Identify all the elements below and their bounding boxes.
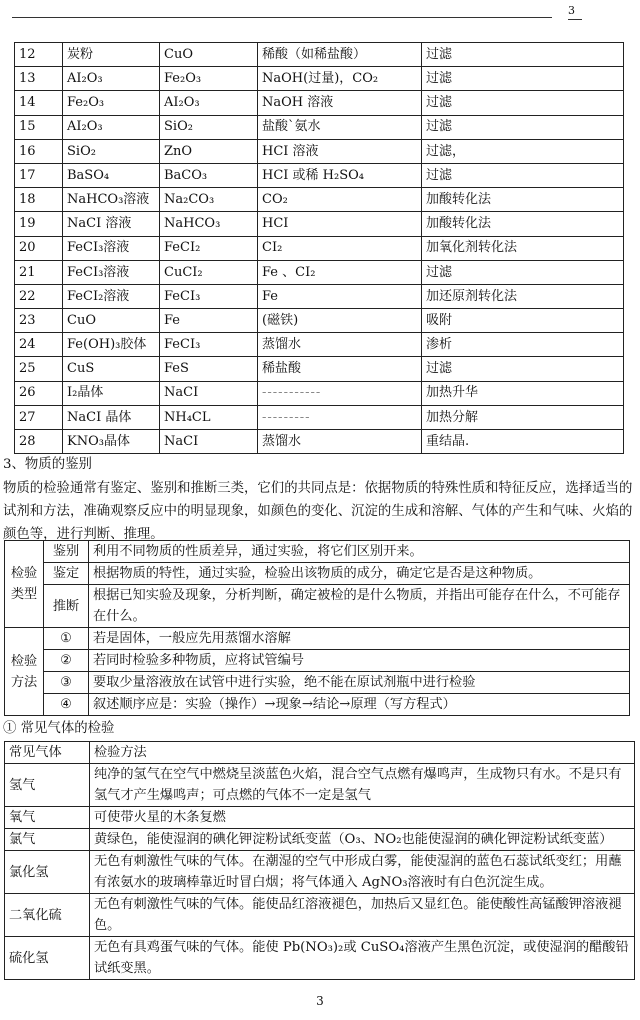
table-row bbox=[15, 188, 624, 212]
table-cell: Fe₂O₃ bbox=[160, 67, 258, 91]
table-cell: Na₂CO₃ bbox=[160, 188, 258, 212]
table-cell: Fe bbox=[258, 284, 422, 308]
table-row bbox=[5, 694, 630, 716]
table-cell: 过滤 bbox=[422, 163, 624, 187]
table-cell: 19 bbox=[15, 212, 63, 236]
table-cell: BaSO₄ bbox=[63, 163, 160, 187]
table-cell: SiO₂ bbox=[63, 139, 160, 163]
table-cell: Fe(OH)₃胶体 bbox=[63, 333, 160, 357]
table-row bbox=[15, 236, 624, 260]
table-row bbox=[5, 650, 630, 672]
table-cell: 加氧化剂转化法 bbox=[422, 236, 624, 260]
table-cell: 18 bbox=[15, 188, 63, 212]
gas-method: 无色有刺激性气味的气体。在潮湿的空气中形成白雾，能使湿润的蓝色石蕊试纸变红；用蘸有浓氨水的玻璃棒靠近时冒白烟；将气体通入 AgNO₃溶液时有白色沉淀生成。 bbox=[90, 851, 635, 894]
table-cell: NH₄CL bbox=[160, 405, 258, 429]
table-row bbox=[5, 563, 630, 585]
table-cell: 12 bbox=[15, 43, 63, 67]
table-cell: NaCI 晶体 bbox=[63, 405, 160, 429]
gas-name: 氯化氢 bbox=[5, 851, 90, 894]
table-cell: 加热分解 bbox=[422, 405, 624, 429]
table-cell: NaCI bbox=[160, 430, 258, 454]
table-cell: 过滤 bbox=[422, 357, 624, 381]
header-tick bbox=[568, 19, 582, 20]
table-cell: --------- bbox=[258, 405, 422, 429]
table-row bbox=[15, 260, 624, 284]
table-cell: 21 bbox=[15, 260, 63, 284]
table-row bbox=[5, 937, 635, 980]
table-cell: ----------- bbox=[258, 381, 422, 405]
table-cell: NaCI 溶液 bbox=[63, 212, 160, 236]
type-desc: 根据已知实验及现象，分析判断，确定被检的是什么物质，并指出可能存在什么，不可能存在什么。 bbox=[89, 585, 630, 628]
table-cell: 16 bbox=[15, 139, 63, 163]
gas-heading: ① 常见气体的检验 bbox=[3, 721, 115, 736]
table-cell: CuS bbox=[63, 357, 160, 381]
table-cell: 过滤， bbox=[422, 139, 624, 163]
method-desc: 要取少量溶液放在试管中进行实验，绝不能在原试剂瓶中进行检验 bbox=[89, 672, 630, 694]
separation-table bbox=[14, 42, 624, 454]
gas-name: 氢气 bbox=[5, 764, 90, 807]
method-mark: ④ bbox=[44, 694, 89, 716]
table-cell: FeCI₃ bbox=[160, 333, 258, 357]
table-cell: CuCI₂ bbox=[160, 260, 258, 284]
table-row bbox=[5, 541, 630, 563]
method-label: 检验方法 bbox=[5, 628, 44, 716]
table-cell: 28 bbox=[15, 430, 63, 454]
table-row bbox=[5, 628, 630, 650]
table-cell: FeCI₃溶液 bbox=[63, 236, 160, 260]
table-cell: 24 bbox=[15, 333, 63, 357]
type-name: 推断 bbox=[44, 585, 89, 628]
table-row bbox=[5, 851, 635, 894]
gas-name: 氧气 bbox=[5, 807, 90, 829]
table-row bbox=[15, 405, 624, 429]
col-header-method: 检验方法 bbox=[90, 742, 635, 764]
table-cell: 过滤 bbox=[422, 43, 624, 67]
table-cell: NaHCO₃溶液 bbox=[63, 188, 160, 212]
table-cell: Fe 、CI₂ bbox=[258, 260, 422, 284]
table-row bbox=[15, 139, 624, 163]
col-header-gas: 常见气体 bbox=[5, 742, 90, 764]
table-cell: 过滤 bbox=[422, 67, 624, 91]
table-cell: 加酸转化法 bbox=[422, 188, 624, 212]
table-cell: FeCI₃ bbox=[160, 284, 258, 308]
type-name: 鉴别 bbox=[44, 541, 89, 563]
table-row bbox=[5, 807, 635, 829]
table-cell: 过滤 bbox=[422, 260, 624, 284]
table-cell: NaOH 溶液 bbox=[258, 91, 422, 115]
table-row bbox=[15, 381, 624, 405]
table-cell: AI₂O₃ bbox=[63, 115, 160, 139]
table-row bbox=[15, 163, 624, 187]
table-cell: HCI 溶液 bbox=[258, 139, 422, 163]
header-page-number: 3 bbox=[568, 4, 575, 17]
table-cell: 22 bbox=[15, 284, 63, 308]
method-desc: 若是固体，一般应先用蒸馏水溶解 bbox=[89, 628, 630, 650]
table-row bbox=[15, 115, 624, 139]
type-desc: 根据物质的特性，通过实验，检验出该物质的成分，确定它是否是这种物质。 bbox=[89, 563, 630, 585]
table-cell: NaHCO₃ bbox=[160, 212, 258, 236]
table-cell: FeS bbox=[160, 357, 258, 381]
table-cell: NaCI bbox=[160, 381, 258, 405]
table-cell: 渗析 bbox=[422, 333, 624, 357]
table-row bbox=[15, 284, 624, 308]
table-cell: FeCI₂溶液 bbox=[63, 284, 160, 308]
table-cell: 加热升华 bbox=[422, 381, 624, 405]
table-cell: 盐酸`氨水 bbox=[258, 115, 422, 139]
table-row bbox=[5, 672, 630, 694]
type-desc: 利用不同物质的性质差异，通过实验，将它们区别开来。 bbox=[89, 541, 630, 563]
gas-method: 无色有刺激性气味的气体。能使品红溶液褪色，加热后又显红色。能使酸性高锰酸钾溶液褪色。 bbox=[90, 894, 635, 937]
table-row bbox=[15, 67, 624, 91]
gas-table bbox=[4, 741, 635, 980]
table-cell: CuO bbox=[160, 43, 258, 67]
header-rule bbox=[12, 17, 552, 18]
type-name: 鉴定 bbox=[44, 563, 89, 585]
table-row bbox=[5, 585, 630, 628]
footer-page-number: 3 bbox=[316, 994, 324, 1008]
table-cell: 炭粉 bbox=[63, 43, 160, 67]
gas-method: 纯净的氢气在空气中燃烧呈淡蓝色火焰，混合空气点燃有爆鸣声，生成物只有水。不是只有氢气才产生爆鸣声；可点燃的气体不一定是氢气 bbox=[90, 764, 635, 807]
table-cell: SiO₂ bbox=[160, 115, 258, 139]
table-cell: FeCI₂ bbox=[160, 236, 258, 260]
table-cell: 25 bbox=[15, 357, 63, 381]
table-row bbox=[15, 333, 624, 357]
gas-name: 氯气 bbox=[5, 829, 90, 851]
table-cell: 15 bbox=[15, 115, 63, 139]
inspection-table bbox=[4, 540, 630, 716]
table-cell: I₂晶体 bbox=[63, 381, 160, 405]
table-cell: 13 bbox=[15, 67, 63, 91]
method-desc: 叙述顺序应是：实验（操作）→现象→结论→原理（写方程式） bbox=[89, 694, 630, 716]
table-row bbox=[5, 829, 635, 851]
table-cell: CO₂ bbox=[258, 188, 422, 212]
table-cell: FeCI₃溶液 bbox=[63, 260, 160, 284]
method-desc: 若同时检验多种物质，应将试管编号 bbox=[89, 650, 630, 672]
table-cell: 过滤 bbox=[422, 115, 624, 139]
gas-method: 黄绿色，能使湿润的碘化钾淀粉试纸变蓝（O₃、NO₂也能使湿润的碘化钾淀粉试纸变蓝） bbox=[90, 829, 635, 851]
gas-method: 无色有具鸡蛋气味的气体。能使 Pb(NO₃)₂或 CuSO₄溶液产生黑色沉淀，或使湿润的醋酸铅试纸变黑。 bbox=[90, 937, 635, 980]
table-cell: AI₂O₃ bbox=[160, 91, 258, 115]
table-row bbox=[15, 357, 624, 381]
table-cell: HCI 或稀 H₂SO₄ bbox=[258, 163, 422, 187]
method-mark: ② bbox=[44, 650, 89, 672]
gas-name: 硫化氢 bbox=[5, 937, 90, 980]
table-cell: ZnO bbox=[160, 139, 258, 163]
table-cell: Fe bbox=[160, 309, 258, 333]
gas-name: 二氧化硫 bbox=[5, 894, 90, 937]
table-row bbox=[5, 764, 635, 807]
table-row bbox=[15, 309, 624, 333]
table-cell: (磁铁) bbox=[258, 309, 422, 333]
section-3-paragraph: 物质的检验通常有鉴定、鉴别和推断三类，它们的共同点是：依据物质的特殊性质和特征反应，选择适当的试剂和方法，准确观察反应中的明显现象，如颜色的变化、沉淀的生成和溶解、气体的产生和气味、火焰的颜色等，进行判断、推理。 bbox=[3, 481, 633, 542]
table-cell: KNO₃晶体 bbox=[63, 430, 160, 454]
table-row bbox=[15, 43, 624, 67]
table-cell: 过滤 bbox=[422, 91, 624, 115]
method-mark: ③ bbox=[44, 672, 89, 694]
table-cell: 稀酸（如稀盐酸） bbox=[258, 43, 422, 67]
table-cell: 加酸转化法 bbox=[422, 212, 624, 236]
table-cell: NaOH(过量)，CO₂ bbox=[258, 67, 422, 91]
table-cell: 稀盐酸 bbox=[258, 357, 422, 381]
table-cell: 吸附 bbox=[422, 309, 624, 333]
table-cell: 加还原剂转化法 bbox=[422, 284, 624, 308]
table-cell: 蒸馏水 bbox=[258, 430, 422, 454]
table-cell: 26 bbox=[15, 381, 63, 405]
table-cell: 蒸馏水 bbox=[258, 333, 422, 357]
table-cell: Fe₂O₃ bbox=[63, 91, 160, 115]
table-cell: 20 bbox=[15, 236, 63, 260]
table-cell: CuO bbox=[63, 309, 160, 333]
gas-method: 可使带火星的木条复燃 bbox=[90, 807, 635, 829]
table-cell: 23 bbox=[15, 309, 63, 333]
table-cell: 27 bbox=[15, 405, 63, 429]
table-cell: HCI bbox=[258, 212, 422, 236]
table-cell: 重结晶. bbox=[422, 430, 624, 454]
method-mark: ① bbox=[44, 628, 89, 650]
type-label: 检验类型 bbox=[5, 541, 44, 628]
table-row bbox=[5, 894, 635, 937]
table-row bbox=[15, 212, 624, 236]
table-cell: AI₂O₃ bbox=[63, 67, 160, 91]
table-cell: 14 bbox=[15, 91, 63, 115]
table-row bbox=[5, 742, 635, 764]
table-cell: 17 bbox=[15, 163, 63, 187]
table-row bbox=[15, 91, 624, 115]
table-row bbox=[15, 430, 624, 454]
table-cell: BaCO₃ bbox=[160, 163, 258, 187]
table-cell: CI₂ bbox=[258, 236, 422, 260]
section-3-heading: 3、物质的鉴别 bbox=[3, 457, 92, 472]
